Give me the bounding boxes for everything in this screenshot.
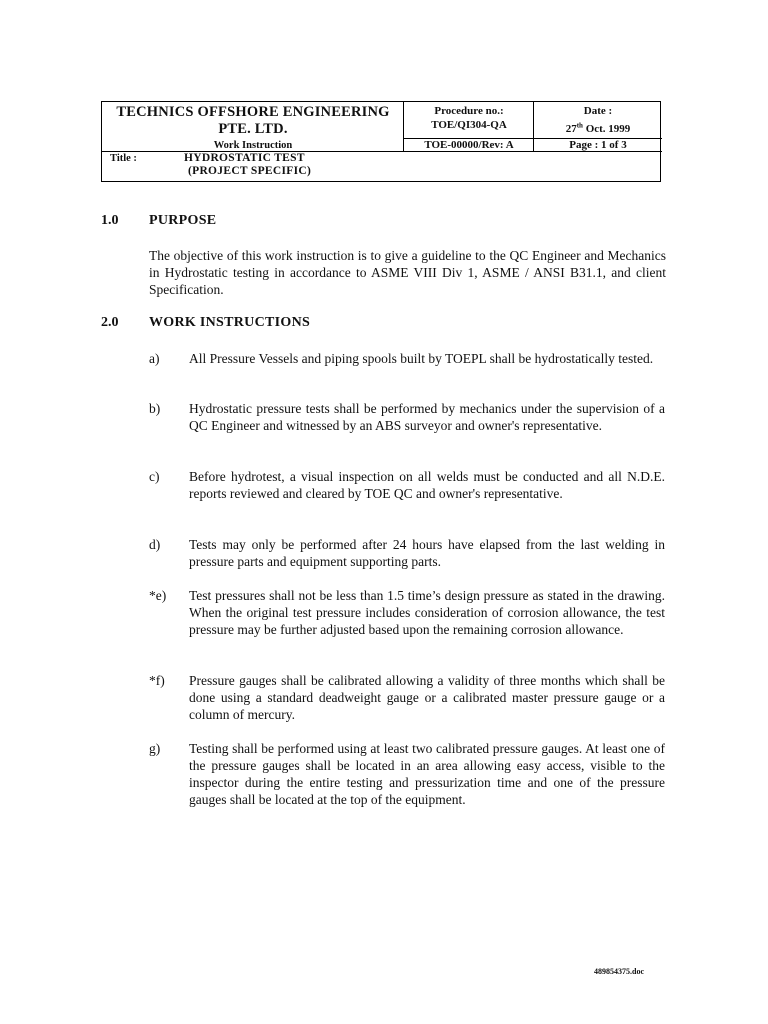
list-item-text: Testing shall be performed using at least two calibrated pressure gauges. At least one of the pressure gauges shall be located in an area allowing easy access, visible to the inspector during the entire testing and pressurization time and one of the pressure gauges shall be located at the top of the equipment. — [189, 741, 665, 807]
list-item-marker: g) — [149, 741, 161, 756]
list-item-marker: d) — [149, 537, 161, 552]
list-item-text: Pressure gauges shall be calibrated allowing a validity of three months which shall be done using a standard deadweight gauge or a calibrated master pressure gauge or a column of mercury. — [189, 673, 665, 722]
procedure-number-cell — [404, 102, 534, 138]
footer-filename: 489854375.doc — [594, 967, 644, 976]
document-header-table — [101, 101, 661, 182]
list-item-text: Hydrostatic pressure tests shall be performed by mechanics under the supervision of a QC Engineer and witnessed by an ABS surveyor and owner's representative. — [189, 401, 665, 433]
procedure-label: Procedure no.: — [434, 105, 504, 117]
list-item-text: Before hydrotest, a visual inspection on all welds must be conducted and all N.D.E. reports reviewed and cleared by TOE QC and owner's representative. — [189, 469, 665, 501]
document-title-line1: HYDROSTATIC TEST — [184, 152, 305, 164]
date-cell — [534, 102, 662, 138]
page-number: Page : 1 of 3 — [569, 139, 627, 151]
section-number: 2.0 — [101, 315, 119, 330]
purpose-paragraph: The objective of this work instruction is to give a guideline to the QC Engineer and Mechanics in Hydrostatic testing in accordance to ASME VIII Div 1, ASME / ANSI B31.1, and client Specification. — [149, 248, 666, 297]
list-item-marker: *f) — [149, 673, 165, 688]
company-name-line2: PTE. LTD. — [218, 121, 288, 137]
list-item-marker: a) — [149, 351, 160, 366]
list-item-marker: *e) — [149, 588, 167, 603]
company-name-line1: TECHNICS OFFSHORE ENGINEERING — [116, 104, 390, 120]
date-day: 27 — [565, 122, 577, 135]
section-number: 1.0 — [101, 213, 119, 228]
date-suffix: th — [576, 121, 583, 129]
title-label: Title : — [110, 153, 137, 164]
revision-number: TOE-00000/Rev: A — [424, 139, 514, 151]
list-item-text: Tests may only be performed after 24 hours have elapsed from the last welding in pressure parts and equipment supporting parts. — [189, 537, 665, 569]
date-value — [566, 123, 631, 135]
date-label: Date : — [583, 105, 613, 117]
document-type: Work Instruction — [213, 140, 293, 151]
list-item-marker: c) — [149, 469, 160, 484]
section-title-purpose: PURPOSE — [149, 213, 217, 228]
document-title — [184, 152, 311, 178]
procedure-number: TOE/QI304-QA — [431, 119, 507, 131]
list-item-text: All Pressure Vessels and piping spools built by TOEPL shall be hydrostatically tested. — [189, 351, 654, 366]
section-title-work-instructions: WORK INSTRUCTIONS — [149, 315, 311, 330]
list-item-marker: b) — [149, 401, 161, 416]
date-month-year: Oct. 1999 — [582, 122, 631, 135]
document-title-line2: (PROJECT SPECIFIC) — [188, 165, 312, 177]
list-item-text: Test pressures shall not be less than 1.5 time’s design pressure as stated in the drawing. When the original test pressure includes consideration of corrosion allowance, the test pressure may be further adjusted based upon the remaining corrosion allowance. — [189, 588, 665, 637]
company-name — [102, 102, 404, 140]
